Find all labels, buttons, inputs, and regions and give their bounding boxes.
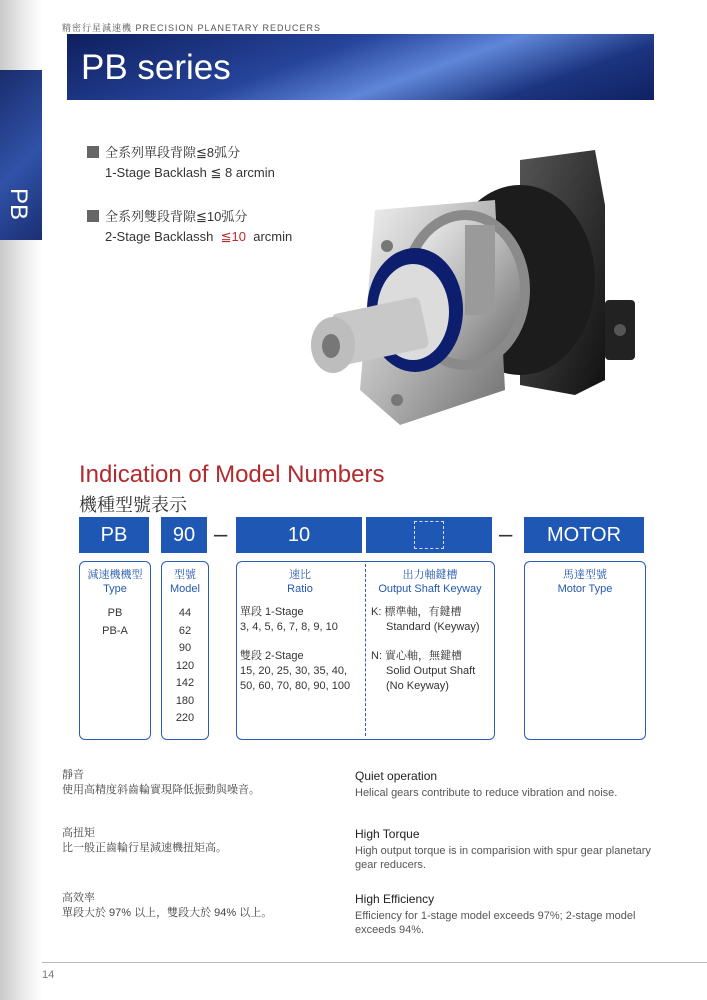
feature-1-cn-title: 靜音 xyxy=(62,769,84,781)
bullet-square-icon xyxy=(87,146,99,158)
code-box-ratio: 10 xyxy=(236,517,362,553)
spec-2 xyxy=(87,207,292,247)
ratio-list xyxy=(240,605,350,694)
list-item: 62 xyxy=(178,624,192,637)
col-keyway-cn: 出力軸鍵槽 xyxy=(402,569,458,581)
side-tab xyxy=(0,70,42,240)
gear-reducer-image xyxy=(305,140,650,440)
feature-3-cn-title: 高效率 xyxy=(62,892,95,904)
header-caption: 精密行星減速機 PRECISION PLANETARY REDUCERS xyxy=(62,23,322,33)
col-header-motor xyxy=(524,568,646,596)
ratio-stage2-label: 雙段 2-Stage xyxy=(240,650,304,662)
page-number: 14 xyxy=(42,969,55,981)
spec-1 xyxy=(87,143,275,183)
keyway-opt1-en: Standard (Keyway) xyxy=(386,621,480,633)
feature-1-cn xyxy=(62,768,260,798)
spec-2-cn: 全系列雙段背隙≦10弧分 xyxy=(105,209,248,224)
ratio-stage2-values: 50, 60, 70, 80, 90, 100 xyxy=(240,680,351,692)
feature-1-title: Quiet operation xyxy=(355,769,438,783)
col-model-cn: 型號 xyxy=(174,569,196,581)
col-header-type xyxy=(79,568,151,596)
spec-2-value: ≦10 xyxy=(220,229,246,244)
ratio-stage1-values: 3, 4, 5, 6, 7, 8, 9, 10 xyxy=(240,621,338,633)
list-item: PB xyxy=(107,607,123,619)
feature-3-cn-text: 單段大於 97% 以上，雙段大於 94% 以上。 xyxy=(62,907,273,919)
list-item: 120 xyxy=(175,659,195,672)
list-item: 220 xyxy=(175,712,195,724)
ratio-stage1-label: 單段 1-Stage xyxy=(240,606,304,618)
code-dash-1: – xyxy=(214,521,228,548)
col-model-en: Model xyxy=(170,583,200,595)
feature-2-text: High output torque is in comparision with spur gear planetary gear reducers. xyxy=(355,845,651,871)
feature-1-cn-text: 使用高精度斜齒輪實現降低振動與噪音。 xyxy=(62,784,260,796)
keyway-list xyxy=(371,605,480,694)
feature-2-cn-text: 比一般正齒輪行星減速機扭矩高。 xyxy=(62,842,227,854)
col-keyway-en: Output Shaft Keyway xyxy=(378,583,482,595)
code-box-motor: MOTOR xyxy=(524,517,644,553)
list-item: 142 xyxy=(175,677,195,689)
ratio-stage2-values: 15, 20, 25, 30, 35, 40, xyxy=(240,665,348,677)
col-ratio-en: Ratio xyxy=(287,583,313,595)
col-motor-en: Motor Type xyxy=(557,583,613,595)
code-box-type: PB xyxy=(79,517,149,553)
keyway-opt2-en: Solid Output Shaft xyxy=(386,665,476,677)
feature-3-text: Efficiency for 1-stage model exceeds 97%; 2-stage model exceeds 94%. xyxy=(355,910,636,936)
spec-1-cn: 全系列單段背隙≦8弧分 xyxy=(105,145,241,160)
code-dash-2: – xyxy=(499,521,513,548)
bullet-square-icon xyxy=(87,210,99,222)
list-item: 180 xyxy=(175,694,195,707)
model-list xyxy=(161,605,209,728)
col-type-cn: 減速機機型 xyxy=(87,569,143,581)
col-header-ratio xyxy=(236,568,364,596)
page-title: PB series xyxy=(81,48,231,87)
title-banner xyxy=(67,34,654,100)
feature-3-title: High Efficiency xyxy=(355,892,435,906)
col-ratio-cn: 速比 xyxy=(289,569,311,581)
keyway-opt2-en: (No Keyway) xyxy=(386,680,449,692)
code-box-model: 90 xyxy=(161,517,207,553)
list-item: 44 xyxy=(178,607,192,619)
footer-divider xyxy=(42,962,707,963)
keyway-opt1-cn: K: 標準軸，有鍵槽 xyxy=(371,606,462,618)
col-motor-cn: 馬達型號 xyxy=(563,569,607,581)
index-title: Indication of Model Numbers xyxy=(79,461,385,488)
list-item: PB-A xyxy=(102,624,128,637)
feature-2-title: High Torque xyxy=(355,827,420,841)
feature-3-cn xyxy=(62,891,272,921)
col-header-keyway xyxy=(366,568,494,596)
feature-2-cn-title: 高扭矩 xyxy=(62,827,95,839)
keyway-opt2-cn: N: 實心軸，無鍵槽 xyxy=(371,650,463,662)
spec-2-unit: arcmin xyxy=(245,229,293,244)
spec-2-en: 2-Stage Backlassh xyxy=(105,229,221,244)
list-item: 90 xyxy=(178,642,192,654)
col-header-model xyxy=(161,568,209,596)
type-list xyxy=(79,605,151,640)
keyway-placeholder xyxy=(414,521,444,549)
feature-2-cn xyxy=(62,826,227,856)
side-tab-label: PB xyxy=(5,188,32,221)
col-type-en: Type xyxy=(103,583,127,595)
index-subtitle: 機種型號表示 xyxy=(79,495,187,515)
feature-1-text: Helical gears contribute to reduce vibration and noise. xyxy=(355,787,618,799)
spec-1-en: 1-Stage Backlash ≦ 8 arcmin xyxy=(105,165,275,180)
